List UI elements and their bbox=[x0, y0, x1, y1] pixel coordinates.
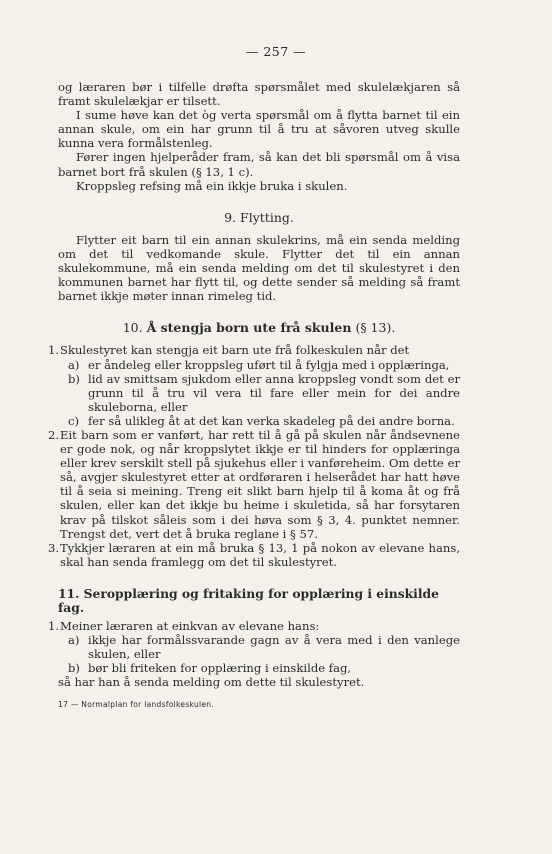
item-text: Eit barn som er vanført, har rett til å gå på skulen når åndsevnene er gode nok, og når kroppslytet ikkje er til hinders for opplæringa eller krev serskilt stell på sjukehus eller i vanføreheim. Om dette er så, avgjer skulestyret etter at ordføraren i helserådet har hatt høve til å seia si meining. Treng eit slikt barn hjelp til å koma åt og frå skulen, eller kan det ikkje bu heime i skuletida, så har forsytaren krav på tilskot såleis som i dei høva som § 3, 4. punktet nemner. Trengst det, vert det å bruka reglane i § 57. bbox=[60, 427, 460, 541]
item-number: 1. bbox=[48, 343, 60, 358]
section-11-heading: 11. Seropplæring og fritaking for opplæring i einskilde fag. bbox=[58, 585, 439, 615]
sub-text: fer så ulikleg åt at det kan verka skadeleg på dei andre borna. bbox=[88, 413, 455, 428]
item-number: 1. bbox=[48, 619, 60, 634]
sub-label: a) bbox=[68, 633, 80, 648]
sub-text: er åndeleg eller kroppsleg uført til å fylgja med i opplæringa, bbox=[88, 357, 450, 372]
section-11-sub-b bbox=[68, 661, 460, 675]
sub-label: a) bbox=[68, 357, 80, 372]
sub-label: c) bbox=[68, 413, 80, 428]
section-10-heading bbox=[58, 321, 460, 335]
section-10-sub-b bbox=[68, 372, 460, 414]
item-text: Tykkjer læraren at ein må bruka § 13, 1 på nokon av elevane hans, skal han senda framlegg om det til skulestyret. bbox=[60, 540, 460, 569]
item-number: 2. bbox=[48, 427, 60, 442]
text-column bbox=[48, 80, 460, 712]
section-11-tail: så har han å senda melding om dette til skulestyret. bbox=[58, 675, 365, 690]
section-9-body: Flytter eit barn til ein annan skulekrins, må ein senda melding om det til vedkomande skule. Flytter det til ein annan skulekommune, må ein senda melding om det til skulestyret i den kommunen barnet har flytt til, og dette sender så melding så framt barnet ikkje møter innan rimeleg tid. bbox=[58, 232, 460, 304]
section-11-item-1 bbox=[48, 619, 460, 634]
intro-paragraph-3: Fører ingen hjelperåder fram, så kan det bli spørsmål om å visa barnet bort frå skulen (§ 13, 1 c). bbox=[58, 150, 460, 179]
sub-label: b) bbox=[68, 371, 80, 386]
item-text: Meiner læraren at einkvan av elevane hans: bbox=[60, 619, 320, 634]
intro-paragraph-2: I sume høve kan det òg verta spørsmål om å flytta barnet til ein annan skule, om ein har grunn til å tru at såvoren utveg skulle kunna vera formålstenleg. bbox=[58, 108, 460, 151]
item-text: Skulestyret kan stengja eit barn ute frå folkeskulen når det bbox=[60, 343, 410, 358]
page-number: — 257 — bbox=[245, 44, 307, 59]
footer-note: 17 — Normalplan for landsfolkeskulen. bbox=[58, 699, 215, 709]
sub-label: b) bbox=[68, 661, 80, 676]
section-10-sub-c bbox=[68, 414, 460, 428]
section-11-sub-a bbox=[68, 633, 460, 661]
section-10-reference: (§ 13). bbox=[355, 320, 396, 336]
sub-text: ikkje har formålssvarande gagn av å vera med i den vanlege skulen, eller bbox=[88, 633, 460, 662]
section-10-title: Å stengja born ute frå skulen bbox=[146, 320, 352, 336]
sub-text: lid av smittsam sjukdom eller anna kroppsleg vondt som det er grunn til å tru vil vera til fare eller mein for dei andre skuleborna, eller bbox=[88, 371, 460, 414]
section-10-number: 10. bbox=[122, 320, 143, 336]
section-10-item-3 bbox=[48, 540, 460, 569]
intro-paragraph-1: og læraren bør i tilfelle drøfta spørsmålet med skulelækjaren så framt skulelækjar er tilsett. bbox=[58, 80, 460, 109]
section-10-item-1 bbox=[48, 343, 460, 358]
sub-text: bør bli friteken for opplæring i einskilde fag, bbox=[88, 661, 352, 676]
section-10-sub-a bbox=[68, 358, 460, 372]
section-10-item-2 bbox=[48, 427, 460, 541]
item-number: 3. bbox=[48, 540, 60, 555]
section-9-heading: 9. Flytting. bbox=[224, 209, 294, 225]
intro-paragraph-4: Kroppsleg refsing må ein ikkje bruka i skulen. bbox=[76, 178, 348, 193]
